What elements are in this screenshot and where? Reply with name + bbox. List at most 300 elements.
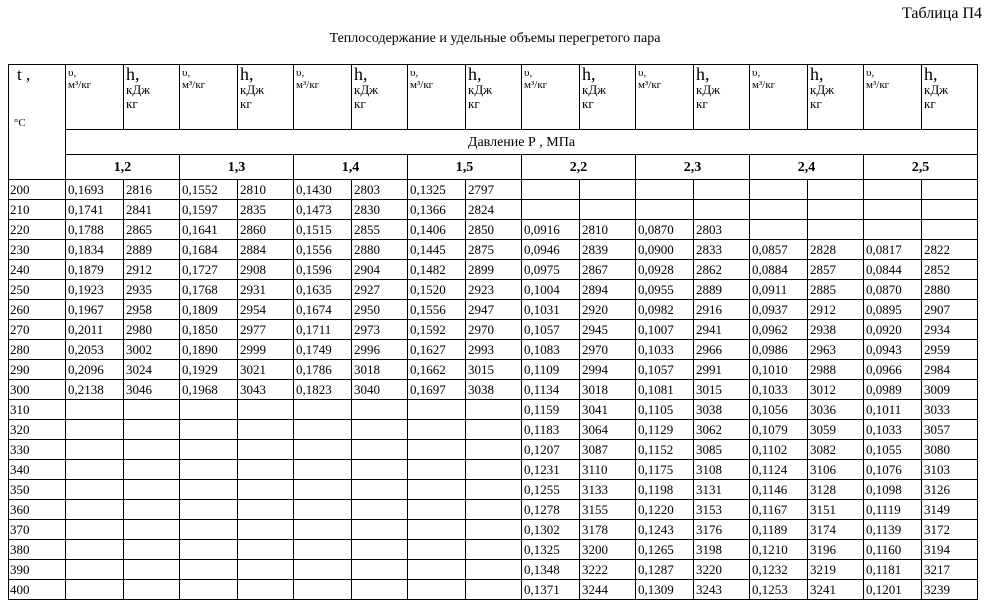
enthalpy-cell: 3153 bbox=[694, 500, 750, 520]
specific-volume-cell: 0,1968 bbox=[180, 380, 238, 400]
specific-volume-cell: 0,1231 bbox=[522, 460, 580, 480]
enthalpy-cell bbox=[352, 420, 408, 440]
table-row bbox=[9, 220, 978, 240]
specific-volume-cell: 0,0928 bbox=[636, 260, 694, 280]
enthalpy-cell: 3244 bbox=[580, 580, 636, 600]
enthalpy-cell: 3080 bbox=[922, 440, 978, 460]
enthalpy-cell: 3239 bbox=[922, 580, 978, 600]
specific-volume-cell: 0,1134 bbox=[522, 380, 580, 400]
specific-volume-cell: 0,1201 bbox=[864, 580, 922, 600]
enthalpy-cell bbox=[466, 400, 522, 420]
specific-volume-cell: 0,1366 bbox=[408, 200, 466, 220]
specific-volume-cell: 0,1552 bbox=[180, 180, 238, 200]
specific-volume-cell: 0,0920 bbox=[864, 320, 922, 340]
enthalpy-header bbox=[922, 65, 978, 130]
v-unit: м³/кг bbox=[638, 79, 662, 91]
specific-volume-cell bbox=[864, 200, 922, 220]
h-unit-top: кДж bbox=[126, 82, 151, 97]
specific-volume-cell: 0,1890 bbox=[180, 340, 238, 360]
enthalpy-cell: 3012 bbox=[808, 380, 864, 400]
enthalpy-cell: 2934 bbox=[922, 320, 978, 340]
specific-volume-cell: 0,1159 bbox=[522, 400, 580, 420]
enthalpy-cell: 3103 bbox=[922, 460, 978, 480]
specific-volume-cell bbox=[408, 560, 466, 580]
temperature-cell: 340 bbox=[9, 460, 66, 480]
enthalpy-cell: 2947 bbox=[466, 300, 522, 320]
enthalpy-cell: 2970 bbox=[580, 340, 636, 360]
h-unit-top: кДж bbox=[810, 82, 835, 97]
specific-volume-cell bbox=[408, 520, 466, 540]
specific-volume-cell bbox=[294, 400, 352, 420]
enthalpy-cell: 2950 bbox=[352, 300, 408, 320]
specific-volume-cell: 0,0975 bbox=[522, 260, 580, 280]
h-symbol: h, bbox=[354, 64, 368, 84]
temperature-unit: °C bbox=[14, 117, 26, 129]
enthalpy-cell: 2810 bbox=[580, 220, 636, 240]
specific-volume-cell: 0,1098 bbox=[864, 480, 922, 500]
table-row bbox=[9, 240, 978, 260]
specific-volume-cell bbox=[180, 440, 238, 460]
specific-volume-cell bbox=[408, 540, 466, 560]
v-symbol: υ, bbox=[866, 67, 875, 79]
enthalpy-header bbox=[124, 65, 180, 130]
enthalpy-cell: 3176 bbox=[694, 520, 750, 540]
specific-volume-header bbox=[294, 65, 352, 130]
temperature-cell: 230 bbox=[9, 240, 66, 260]
pressure-value: 2,3 bbox=[636, 155, 750, 180]
enthalpy-cell bbox=[352, 400, 408, 420]
h-symbol: h, bbox=[582, 64, 596, 84]
enthalpy-cell: 2923 bbox=[466, 280, 522, 300]
enthalpy-cell bbox=[124, 500, 180, 520]
specific-volume-cell: 0,1697 bbox=[408, 380, 466, 400]
temperature-cell: 370 bbox=[9, 520, 66, 540]
v-unit: м³/кг bbox=[296, 79, 320, 91]
specific-volume-cell bbox=[180, 500, 238, 520]
enthalpy-cell bbox=[580, 200, 636, 220]
specific-volume-cell: 0,1627 bbox=[408, 340, 466, 360]
specific-volume-cell: 0,1711 bbox=[294, 320, 352, 340]
table-row bbox=[9, 200, 978, 220]
enthalpy-cell: 2993 bbox=[466, 340, 522, 360]
specific-volume-cell: 0,0857 bbox=[750, 240, 808, 260]
enthalpy-cell: 3174 bbox=[808, 520, 864, 540]
specific-volume-cell: 0,1596 bbox=[294, 260, 352, 280]
table-row bbox=[9, 340, 978, 360]
enthalpy-cell bbox=[238, 480, 294, 500]
specific-volume-header bbox=[408, 65, 466, 130]
temperature-cell: 200 bbox=[9, 180, 66, 200]
specific-volume-cell: 0,1684 bbox=[180, 240, 238, 260]
table-row bbox=[9, 180, 978, 200]
specific-volume-cell bbox=[294, 540, 352, 560]
enthalpy-cell: 2835 bbox=[238, 200, 294, 220]
enthalpy-cell: 3243 bbox=[694, 580, 750, 600]
enthalpy-cell: 3062 bbox=[694, 420, 750, 440]
specific-volume-cell: 0,1198 bbox=[636, 480, 694, 500]
enthalpy-cell bbox=[124, 540, 180, 560]
specific-volume-cell bbox=[66, 520, 124, 540]
specific-volume-cell: 0,1057 bbox=[636, 360, 694, 380]
enthalpy-cell: 2810 bbox=[238, 180, 294, 200]
enthalpy-cell bbox=[238, 500, 294, 520]
enthalpy-cell bbox=[466, 480, 522, 500]
enthalpy-cell: 2899 bbox=[466, 260, 522, 280]
specific-volume-cell: 0,1265 bbox=[636, 540, 694, 560]
enthalpy-cell: 3151 bbox=[808, 500, 864, 520]
v-unit: м³/кг bbox=[182, 79, 206, 91]
enthalpy-cell: 3126 bbox=[922, 480, 978, 500]
enthalpy-cell bbox=[124, 520, 180, 540]
specific-volume-cell bbox=[66, 540, 124, 560]
temperature-cell: 360 bbox=[9, 500, 66, 520]
specific-volume-header bbox=[750, 65, 808, 130]
enthalpy-cell bbox=[238, 520, 294, 540]
h-unit-bottom: кг bbox=[924, 96, 936, 111]
enthalpy-cell bbox=[124, 480, 180, 500]
specific-volume-cell: 0,1146 bbox=[750, 480, 808, 500]
enthalpy-cell: 3038 bbox=[694, 400, 750, 420]
enthalpy-cell: 2822 bbox=[922, 240, 978, 260]
specific-volume-cell: 0,1809 bbox=[180, 300, 238, 320]
temperature-cell: 250 bbox=[9, 280, 66, 300]
v-unit: м³/кг bbox=[524, 79, 548, 91]
specific-volume-cell bbox=[66, 460, 124, 480]
specific-volume-cell: 0,2011 bbox=[66, 320, 124, 340]
enthalpy-cell bbox=[466, 500, 522, 520]
specific-volume-cell: 0,1175 bbox=[636, 460, 694, 480]
enthalpy-cell bbox=[922, 200, 978, 220]
h-unit-top: кДж bbox=[582, 82, 607, 97]
specific-volume-cell bbox=[522, 200, 580, 220]
enthalpy-cell: 3110 bbox=[580, 460, 636, 480]
enthalpy-cell: 2862 bbox=[694, 260, 750, 280]
specific-volume-cell bbox=[180, 460, 238, 480]
specific-volume-cell: 0,1287 bbox=[636, 560, 694, 580]
specific-volume-cell: 0,1243 bbox=[636, 520, 694, 540]
specific-volume-cell: 0,1693 bbox=[66, 180, 124, 200]
specific-volume-cell: 0,0986 bbox=[750, 340, 808, 360]
temperature-cell: 390 bbox=[9, 560, 66, 580]
v-unit: м³/кг bbox=[410, 79, 434, 91]
enthalpy-cell: 2927 bbox=[352, 280, 408, 300]
pressure-value: 1,3 bbox=[180, 155, 294, 180]
enthalpy-header bbox=[808, 65, 864, 130]
enthalpy-cell: 2833 bbox=[694, 240, 750, 260]
specific-volume-cell bbox=[408, 500, 466, 520]
table-row bbox=[9, 260, 978, 280]
enthalpy-header bbox=[466, 65, 522, 130]
pressure-value: 2,2 bbox=[522, 155, 636, 180]
enthalpy-cell bbox=[580, 180, 636, 200]
table-row bbox=[9, 460, 978, 480]
specific-volume-cell: 0,1473 bbox=[294, 200, 352, 220]
enthalpy-cell: 2938 bbox=[808, 320, 864, 340]
enthalpy-cell: 3178 bbox=[580, 520, 636, 540]
enthalpy-cell: 3082 bbox=[808, 440, 864, 460]
specific-volume-cell: 0,1967 bbox=[66, 300, 124, 320]
enthalpy-cell: 2855 bbox=[352, 220, 408, 240]
v-unit: м³/кг bbox=[866, 79, 890, 91]
specific-volume-cell: 0,0895 bbox=[864, 300, 922, 320]
specific-volume-cell: 0,0900 bbox=[636, 240, 694, 260]
enthalpy-header bbox=[580, 65, 636, 130]
enthalpy-cell: 3040 bbox=[352, 380, 408, 400]
specific-volume-cell: 0,1556 bbox=[408, 300, 466, 320]
table-row bbox=[9, 320, 978, 340]
pressure-values-row bbox=[9, 155, 978, 180]
specific-volume-cell: 0,1139 bbox=[864, 520, 922, 540]
specific-volume-cell: 0,1031 bbox=[522, 300, 580, 320]
specific-volume-cell: 0,1010 bbox=[750, 360, 808, 380]
enthalpy-cell: 2884 bbox=[238, 240, 294, 260]
enthalpy-cell: 3196 bbox=[808, 540, 864, 560]
enthalpy-cell bbox=[808, 200, 864, 220]
enthalpy-cell: 3021 bbox=[238, 360, 294, 380]
enthalpy-header bbox=[352, 65, 408, 130]
specific-volume-header bbox=[66, 65, 124, 130]
enthalpy-cell bbox=[238, 460, 294, 480]
enthalpy-cell: 3015 bbox=[466, 360, 522, 380]
specific-volume-cell: 0,1210 bbox=[750, 540, 808, 560]
enthalpy-cell bbox=[238, 540, 294, 560]
enthalpy-cell: 2941 bbox=[694, 320, 750, 340]
specific-volume-cell bbox=[294, 500, 352, 520]
column-header-row bbox=[9, 65, 978, 130]
specific-volume-cell: 0,1076 bbox=[864, 460, 922, 480]
specific-volume-cell bbox=[750, 200, 808, 220]
enthalpy-cell: 2803 bbox=[352, 180, 408, 200]
specific-volume-cell: 0,1823 bbox=[294, 380, 352, 400]
specific-volume-cell: 0,1741 bbox=[66, 200, 124, 220]
enthalpy-cell bbox=[922, 180, 978, 200]
enthalpy-cell: 2839 bbox=[580, 240, 636, 260]
v-unit: м³/кг bbox=[752, 79, 776, 91]
enthalpy-cell: 3041 bbox=[580, 400, 636, 420]
enthalpy-cell: 2984 bbox=[922, 360, 978, 380]
specific-volume-cell: 0,0982 bbox=[636, 300, 694, 320]
enthalpy-cell: 3059 bbox=[808, 420, 864, 440]
steam-table bbox=[8, 64, 978, 600]
table-row bbox=[9, 540, 978, 560]
table-row bbox=[9, 300, 978, 320]
v-symbol: υ, bbox=[68, 67, 77, 79]
h-unit-top: кДж bbox=[468, 82, 493, 97]
enthalpy-cell: 2860 bbox=[238, 220, 294, 240]
specific-volume-cell: 0,1055 bbox=[864, 440, 922, 460]
enthalpy-cell: 3220 bbox=[694, 560, 750, 580]
specific-volume-cell: 0,1406 bbox=[408, 220, 466, 240]
v-symbol: υ, bbox=[410, 67, 419, 79]
specific-volume-cell bbox=[408, 400, 466, 420]
table-row bbox=[9, 500, 978, 520]
enthalpy-cell: 3222 bbox=[580, 560, 636, 580]
specific-volume-cell: 0,1592 bbox=[408, 320, 466, 340]
enthalpy-cell bbox=[466, 520, 522, 540]
h-unit-bottom: кг bbox=[354, 96, 366, 111]
specific-volume-cell: 0,2138 bbox=[66, 380, 124, 400]
specific-volume-cell: 0,1079 bbox=[750, 420, 808, 440]
temperature-cell: 270 bbox=[9, 320, 66, 340]
specific-volume-cell: 0,1109 bbox=[522, 360, 580, 380]
h-unit-bottom: кг bbox=[240, 96, 252, 111]
enthalpy-cell: 2996 bbox=[352, 340, 408, 360]
specific-volume-cell: 0,1102 bbox=[750, 440, 808, 460]
temperature-cell: 260 bbox=[9, 300, 66, 320]
specific-volume-cell bbox=[294, 420, 352, 440]
enthalpy-cell: 2977 bbox=[238, 320, 294, 340]
specific-volume-cell: 0,1482 bbox=[408, 260, 466, 280]
specific-volume-cell: 0,1129 bbox=[636, 420, 694, 440]
specific-volume-cell: 0,2053 bbox=[66, 340, 124, 360]
specific-volume-cell bbox=[180, 520, 238, 540]
enthalpy-cell: 3194 bbox=[922, 540, 978, 560]
enthalpy-cell: 3198 bbox=[694, 540, 750, 560]
table-body bbox=[9, 180, 978, 600]
enthalpy-cell: 2912 bbox=[808, 300, 864, 320]
enthalpy-cell: 2894 bbox=[580, 280, 636, 300]
enthalpy-cell bbox=[124, 420, 180, 440]
v-symbol: υ, bbox=[182, 67, 191, 79]
specific-volume-cell: 0,1520 bbox=[408, 280, 466, 300]
enthalpy-cell: 3036 bbox=[808, 400, 864, 420]
enthalpy-cell: 3018 bbox=[352, 360, 408, 380]
specific-volume-cell: 0,1278 bbox=[522, 500, 580, 520]
enthalpy-cell: 2852 bbox=[922, 260, 978, 280]
table-row bbox=[9, 400, 978, 420]
enthalpy-cell: 2889 bbox=[694, 280, 750, 300]
table-row bbox=[9, 420, 978, 440]
specific-volume-cell: 0,0911 bbox=[750, 280, 808, 300]
specific-volume-cell: 0,0884 bbox=[750, 260, 808, 280]
temperature-cell: 210 bbox=[9, 200, 66, 220]
specific-volume-cell: 0,1325 bbox=[522, 540, 580, 560]
temperature-cell: 330 bbox=[9, 440, 66, 460]
h-unit-bottom: кг bbox=[582, 96, 594, 111]
temperature-cell: 320 bbox=[9, 420, 66, 440]
specific-volume-cell: 0,1556 bbox=[294, 240, 352, 260]
enthalpy-cell bbox=[466, 440, 522, 460]
enthalpy-header bbox=[238, 65, 294, 130]
specific-volume-cell: 0,0946 bbox=[522, 240, 580, 260]
pressure-value: 2,5 bbox=[864, 155, 978, 180]
enthalpy-cell bbox=[238, 560, 294, 580]
specific-volume-cell bbox=[180, 480, 238, 500]
specific-volume-cell: 0,1160 bbox=[864, 540, 922, 560]
specific-volume-cell bbox=[66, 560, 124, 580]
table-row bbox=[9, 380, 978, 400]
specific-volume-cell: 0,1768 bbox=[180, 280, 238, 300]
v-symbol: υ, bbox=[524, 67, 533, 79]
specific-volume-cell: 0,1033 bbox=[636, 340, 694, 360]
table-row bbox=[9, 520, 978, 540]
specific-volume-cell bbox=[294, 440, 352, 460]
h-unit-top: кДж bbox=[240, 82, 265, 97]
pressure-label: Давление Р , МПа bbox=[66, 130, 978, 155]
specific-volume-cell: 0,1207 bbox=[522, 440, 580, 460]
enthalpy-cell bbox=[808, 180, 864, 200]
specific-volume-cell: 0,1727 bbox=[180, 260, 238, 280]
enthalpy-cell: 2999 bbox=[238, 340, 294, 360]
enthalpy-cell: 2841 bbox=[124, 200, 180, 220]
pressure-value: 1,5 bbox=[408, 155, 522, 180]
h-unit-bottom: кг bbox=[126, 96, 138, 111]
specific-volume-header bbox=[180, 65, 238, 130]
specific-volume-cell bbox=[864, 180, 922, 200]
enthalpy-cell bbox=[694, 180, 750, 200]
specific-volume-cell: 0,1597 bbox=[180, 200, 238, 220]
enthalpy-cell: 2904 bbox=[352, 260, 408, 280]
temperature-header bbox=[9, 65, 66, 180]
v-symbol: υ, bbox=[752, 67, 761, 79]
enthalpy-cell bbox=[238, 400, 294, 420]
h-unit-bottom: кг bbox=[810, 96, 822, 111]
enthalpy-cell: 2945 bbox=[580, 320, 636, 340]
specific-volume-header bbox=[864, 65, 922, 130]
enthalpy-cell: 2803 bbox=[694, 220, 750, 240]
specific-volume-cell: 0,1083 bbox=[522, 340, 580, 360]
specific-volume-cell: 0,2096 bbox=[66, 360, 124, 380]
specific-volume-cell bbox=[408, 480, 466, 500]
enthalpy-cell: 3002 bbox=[124, 340, 180, 360]
temperature-cell: 220 bbox=[9, 220, 66, 240]
enthalpy-cell: 2920 bbox=[580, 300, 636, 320]
specific-volume-cell: 0,0937 bbox=[750, 300, 808, 320]
specific-volume-cell: 0,1309 bbox=[636, 580, 694, 600]
specific-volume-cell: 0,0966 bbox=[864, 360, 922, 380]
specific-volume-cell: 0,1515 bbox=[294, 220, 352, 240]
enthalpy-cell: 2889 bbox=[124, 240, 180, 260]
specific-volume-cell: 0,1004 bbox=[522, 280, 580, 300]
specific-volume-cell bbox=[180, 420, 238, 440]
temperature-cell: 380 bbox=[9, 540, 66, 560]
specific-volume-cell bbox=[180, 540, 238, 560]
enthalpy-cell: 2988 bbox=[808, 360, 864, 380]
enthalpy-cell: 3046 bbox=[124, 380, 180, 400]
enthalpy-header bbox=[694, 65, 750, 130]
table-caption: Теплосодержание и удельные объемы перегретого пара bbox=[329, 31, 661, 46]
enthalpy-cell: 2824 bbox=[466, 200, 522, 220]
enthalpy-cell bbox=[352, 440, 408, 460]
table-row bbox=[9, 440, 978, 460]
specific-volume-cell bbox=[408, 420, 466, 440]
enthalpy-cell bbox=[694, 200, 750, 220]
table-row bbox=[9, 360, 978, 380]
specific-volume-cell: 0,0962 bbox=[750, 320, 808, 340]
enthalpy-cell: 2958 bbox=[124, 300, 180, 320]
specific-volume-cell: 0,1786 bbox=[294, 360, 352, 380]
specific-volume-cell: 0,1662 bbox=[408, 360, 466, 380]
v-unit: м³/кг bbox=[68, 79, 92, 91]
enthalpy-cell: 2931 bbox=[238, 280, 294, 300]
enthalpy-cell: 3241 bbox=[808, 580, 864, 600]
specific-volume-cell: 0,1255 bbox=[522, 480, 580, 500]
h-symbol: h, bbox=[468, 64, 482, 84]
specific-volume-cell: 0,1167 bbox=[750, 500, 808, 520]
specific-volume-cell: 0,1183 bbox=[522, 420, 580, 440]
enthalpy-cell: 3043 bbox=[238, 380, 294, 400]
pressure-value: 1,2 bbox=[66, 155, 180, 180]
enthalpy-cell: 2880 bbox=[352, 240, 408, 260]
table-row bbox=[9, 560, 978, 580]
enthalpy-cell: 2935 bbox=[124, 280, 180, 300]
specific-volume-cell: 0,1011 bbox=[864, 400, 922, 420]
h-symbol: h, bbox=[810, 64, 824, 84]
specific-volume-cell: 0,0817 bbox=[864, 240, 922, 260]
table-number: Таблица П4 bbox=[902, 5, 982, 22]
enthalpy-cell: 2908 bbox=[238, 260, 294, 280]
specific-volume-cell: 0,1674 bbox=[294, 300, 352, 320]
